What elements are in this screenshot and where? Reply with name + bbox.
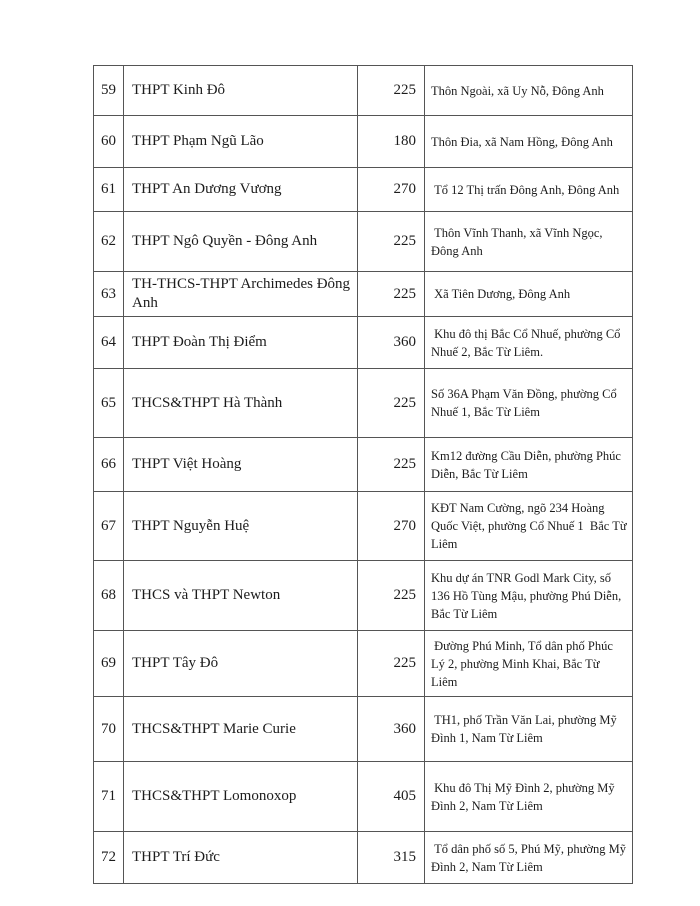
address-cell: Thôn Ngoài, xã Uy Nỗ, Đông Anh — [425, 66, 633, 116]
row-number-cell: 61 — [94, 168, 124, 212]
row-number-cell: 71 — [94, 762, 124, 832]
school-name-cell: THCS&THPT Marie Curie — [124, 697, 358, 762]
row-number-cell: 62 — [94, 212, 124, 272]
table-row — [94, 369, 633, 438]
table-row — [94, 832, 633, 884]
address-cell: Tổ dân phố số 5, Phú Mỹ, phường Mỹ Đình 2, Nam Từ Liêm — [425, 832, 633, 884]
quota-cell: 405 — [358, 762, 425, 832]
table-row — [94, 492, 633, 561]
row-number-cell: 64 — [94, 317, 124, 369]
quota-cell: 180 — [358, 116, 425, 168]
row-number-cell: 72 — [94, 832, 124, 884]
row-number-cell: 70 — [94, 697, 124, 762]
quota-cell: 315 — [358, 832, 425, 884]
address-cell: Số 36A Phạm Văn Đồng, phường Cổ Nhuế 1, Bắc Từ Liêm — [425, 369, 633, 438]
row-number-cell: 69 — [94, 631, 124, 697]
table-row — [94, 561, 633, 631]
table-row — [94, 631, 633, 697]
address-cell: KĐT Nam Cường, ngõ 234 Hoàng Quốc Việt, phường Cổ Nhuế 1 Bắc Từ Liêm — [425, 492, 633, 561]
school-name-cell: THPT Đoàn Thị Điểm — [124, 317, 358, 369]
school-name-cell: THCS&THPT Hà Thành — [124, 369, 358, 438]
address-cell: Km12 đường Cầu Diễn, phường Phúc Diễn, Bắc Từ Liêm — [425, 438, 633, 492]
address-cell: Khu dự án TNR Godl Mark City, số 136 Hồ Tùng Mậu, phường Phú Diễn, Bắc Từ Liêm — [425, 561, 633, 631]
school-name-cell: THPT Việt Hoàng — [124, 438, 358, 492]
row-number-cell: 66 — [94, 438, 124, 492]
table-row — [94, 212, 633, 272]
quota-cell: 225 — [358, 438, 425, 492]
table-row — [94, 762, 633, 832]
quota-cell: 225 — [358, 66, 425, 116]
school-name-cell: THPT Phạm Ngũ Lão — [124, 116, 358, 168]
table-row — [94, 168, 633, 212]
schools-table-body — [94, 66, 633, 884]
school-name-cell: THPT An Dương Vương — [124, 168, 358, 212]
row-number-cell: 60 — [94, 116, 124, 168]
quota-cell: 270 — [358, 492, 425, 561]
school-name-cell: TH-THCS-THPT Archimedes Đông Anh — [124, 272, 358, 317]
school-name-cell: THCS&THPT Lomonoxop — [124, 762, 358, 832]
address-cell: Xã Tiên Dương, Đông Anh — [425, 272, 633, 317]
address-cell: Thôn Đia, xã Nam Hồng, Đông Anh — [425, 116, 633, 168]
school-name-cell: THPT Tây Đô — [124, 631, 358, 697]
row-number-cell: 68 — [94, 561, 124, 631]
row-number-cell: 67 — [94, 492, 124, 561]
quota-cell: 225 — [358, 212, 425, 272]
table-row — [94, 438, 633, 492]
address-cell: Khu đô Thị Mỹ Đình 2, phường Mỹ Đình 2, Nam Từ Liêm — [425, 762, 633, 832]
table-row — [94, 317, 633, 369]
quota-cell: 270 — [358, 168, 425, 212]
row-number-cell: 63 — [94, 272, 124, 317]
table-row — [94, 272, 633, 317]
table-row — [94, 116, 633, 168]
quota-cell: 225 — [358, 369, 425, 438]
row-number-cell: 65 — [94, 369, 124, 438]
address-cell: Đường Phú Minh, Tổ dân phố Phúc Lý 2, phường Minh Khai, Bắc Từ Liêm — [425, 631, 633, 697]
school-name-cell: THPT Ngô Quyền - Đông Anh — [124, 212, 358, 272]
row-number-cell: 59 — [94, 66, 124, 116]
quota-cell: 360 — [358, 317, 425, 369]
quota-cell: 360 — [358, 697, 425, 762]
quota-cell: 225 — [358, 631, 425, 697]
address-cell: Tổ 12 Thị trấn Đông Anh, Đông Anh — [425, 168, 633, 212]
school-name-cell: THCS và THPT Newton — [124, 561, 358, 631]
school-name-cell: THPT Trí Đức — [124, 832, 358, 884]
quota-cell: 225 — [358, 561, 425, 631]
quota-cell: 225 — [358, 272, 425, 317]
school-name-cell: THPT Kinh Đô — [124, 66, 358, 116]
address-cell: TH1, phố Trần Văn Lai, phường Mỹ Đình 1, Nam Từ Liêm — [425, 697, 633, 762]
address-cell: Khu đô thị Bắc Cổ Nhuế, phường Cổ Nhuế 2, Bắc Từ Liêm. — [425, 317, 633, 369]
address-cell: Thôn Vĩnh Thanh, xã Vĩnh Ngọc, Đông Anh — [425, 212, 633, 272]
table-row — [94, 66, 633, 116]
school-name-cell: THPT Nguyễn Huệ — [124, 492, 358, 561]
table-row — [94, 697, 633, 762]
schools-table — [93, 65, 633, 884]
